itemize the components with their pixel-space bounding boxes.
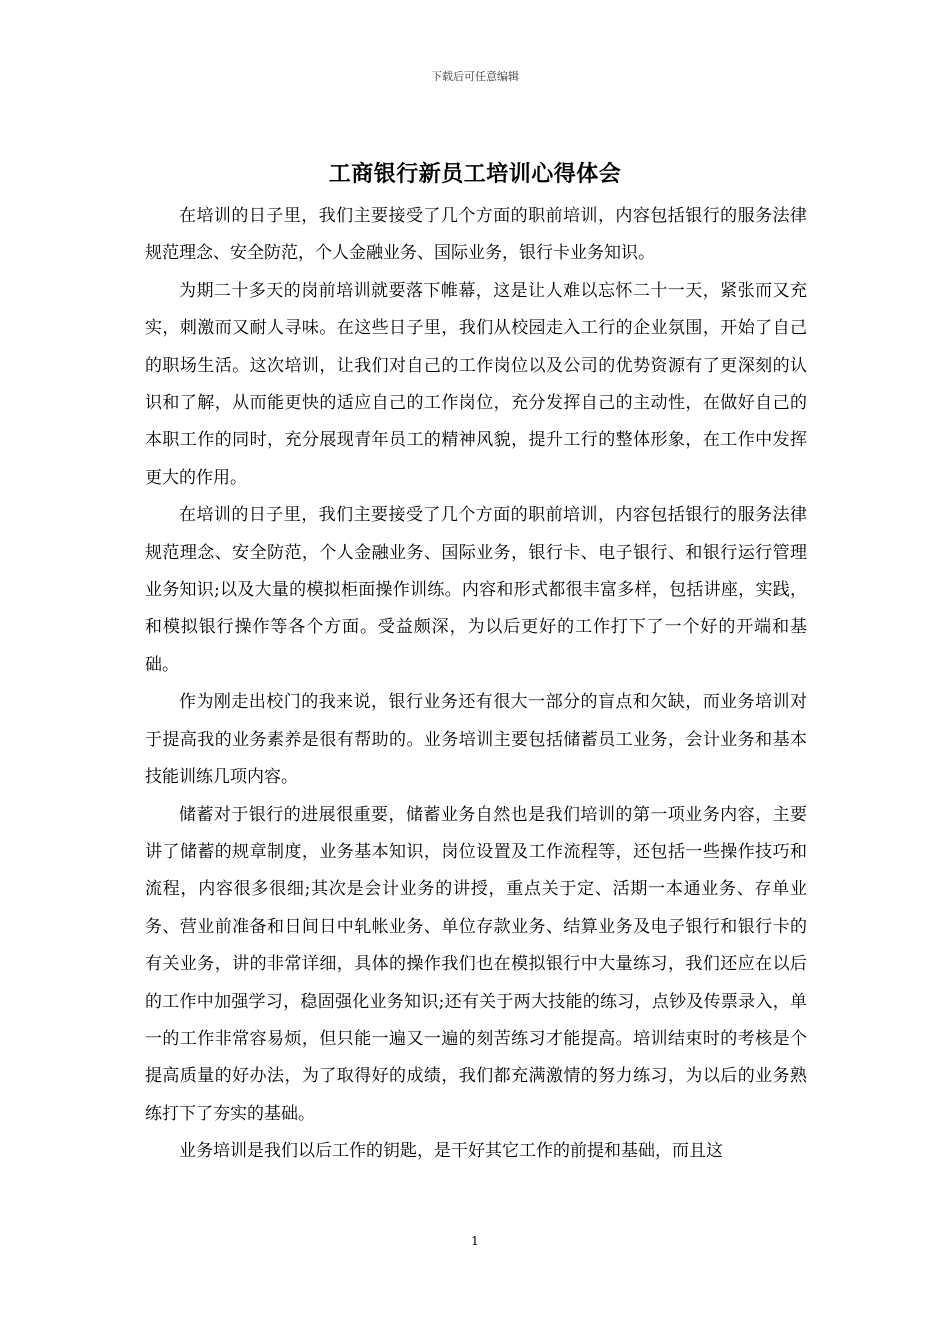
page-number: 1 [471, 1234, 479, 1248]
paragraph: 业务培训是我们以后工作的钥匙，是干好其它工作的前提和基础，而且这 [179, 1141, 723, 1162]
paragraph: 为期二十多天的岗前培训就要落下帷幕，这是让人难以忘怀二十一天，紧张而又充实，刺激而又耐人寻味。在这些日子里，我们从校园走入工行的企业氛围，开始了自己的职场生活。这次培训，让我们对自己的工作岗位以及公司的优势资源有了更深刻的认识和了解，从而能更快的适应自己的工作岗位，充分发挥自己的主动性，在做好自己的本职工作的同时，充分展现青年员工的精神风貌，提升工行的整体形象，在工作中发挥更大的作用。 [145, 280, 807, 488]
header-note: 下载后可任意编辑 [431, 70, 519, 83]
document-title: 工商银行新员工培训心得体会 [328, 162, 622, 187]
paragraph: 在培训的日子里，我们主要接受了几个方面的职前培训，内容包括银行的服务法律规范理念、安全防范，个人金融业务、国际业务，银行卡业务知识。 [145, 206, 807, 264]
paragraph: 在培训的日子里，我们主要接受了几个方面的职前培训，内容包括银行的服务法律规范理念、安全防范，个人金融业务、国际业务，银行卡、电子银行、和银行运行管理业务知识;以及大量的模拟柜面操作训练。内容和形式都很丰富多样，包括讲座，实践，和模拟银行操作等各个方面。受益颇深，为以后更好的工作打下了一个好的开端和基础。 [145, 505, 807, 675]
paragraph: 储蓄对于银行的进展很重要，储蓄业务自然也是我们培训的第一项业务内容，主要讲了储蓄的规章制度，业务基本知识，岗位设置及工作流程等，还包括一些操作技巧和流程，内容很多很细;其次是会计业务的讲授，重点关于定、活期一本通业务、存单业务、营业前准备和日间日中轧帐业务、单位存款业务、结算业务及电子银行和银行卡的有关业务，讲的非常详细，具体的操作我们也在模拟银行中大量练习，我们还应在以后的工作中加强学习，稳固强化业务知识;还有关于两大技能的练习，点钞及传票录入，单一的工作非常容易烦，但只能一遍又一遍的刻苦练习才能提高。培训结束时的考核是个提高质量的好办法，为了取得好的成绩，我们都充满激情的努力练习，为以后的业务熟练打下了夯实的基础。 [145, 804, 807, 1124]
paragraph: 作为刚走出校门的我来说，银行业务还有很大一部分的盲点和欠缺，而业务培训对于提高我的业务素养是很有帮助的。业务培训主要包括储蓄员工业务，会计业务和基本技能训练几项内容。 [145, 692, 807, 788]
document-body [145, 198, 807, 1171]
